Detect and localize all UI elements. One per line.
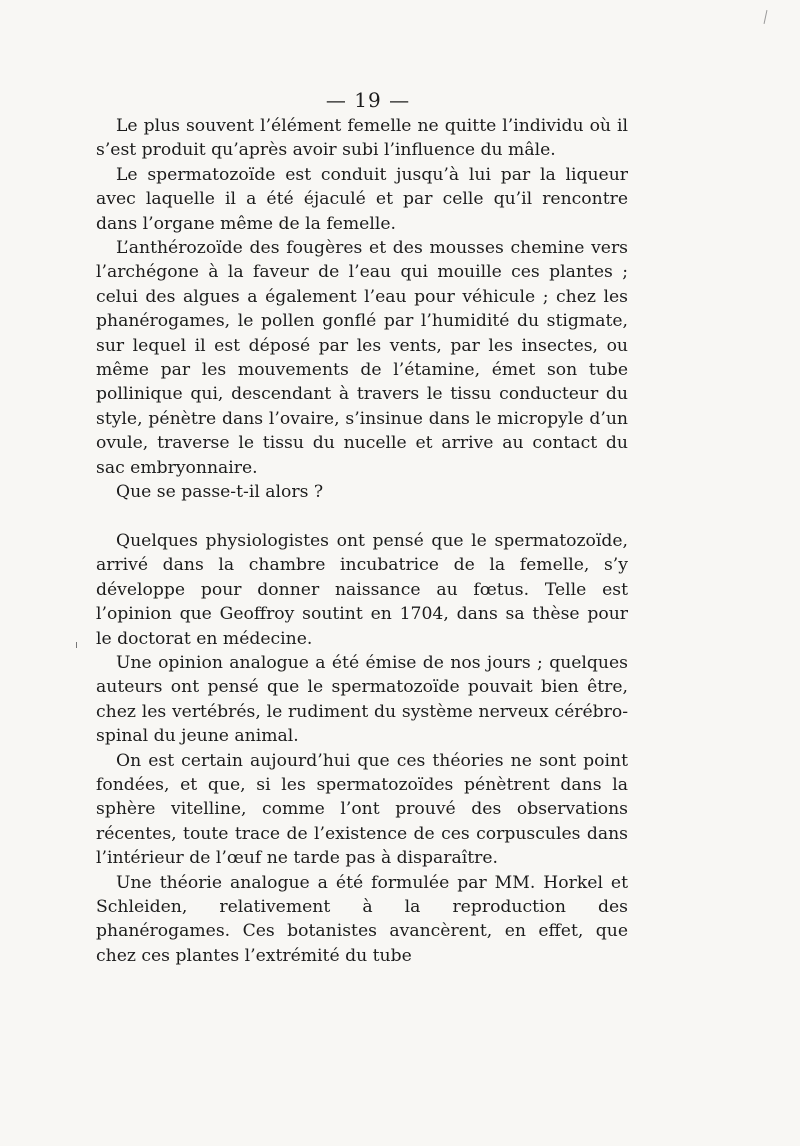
paragraph-6: Une opinion analogue a été émise de nos jours ; quelques auteurs ont pensé que le spermatozoïde pouvait bien être, chez les vertébrés, le rudiment du système nerveux cérébro-spinal du jeune animal. xyxy=(96,652,628,747)
margin-mark xyxy=(76,642,77,648)
body-text xyxy=(96,114,628,968)
paragraph-3: L’anthérozoïde des fougères et des mousses chemine vers l’archégone à la faveur de l’eau qui mouille ces plantes ; celui des algues a également l’eau pour véhicule ; chez les phanérogames, le pollen gonflé par l’humidité du stigmate, sur lequel il est déposé par les vents, par les insectes, ou même par les mouvements de l’étamine, émet son tube pollinique qui, descendant à travers le tissu conducteur du style, pénètre dans l’ovaire, s’insinue dans le micropyle d’un ovule, traverse le tissu du nucelle et arrive au contact du sac embryonnaire. xyxy=(96,238,628,478)
paragraph-7: On est certain aujourd’hui que ces théories ne sont point fondées, et que, si les spermatozoïdes pénètrent dans la sphère vitelline, comme l’ont prouvé des observations récentes, toute trace de l’existence de ces corpuscules dans l’intérieur de l’œuf ne tarde pas à disparaître. xyxy=(96,750,628,869)
corner-mark xyxy=(764,10,768,24)
paragraph-8: Une théorie analogue a été formulée par MM. Horkel et Schleiden, relativement à la reproduction des phanérogames. Ces botanistes avancèrent, en effet, que chez ces plantes l’extrémité du tube xyxy=(96,872,628,966)
page-number: — 19 — xyxy=(325,88,411,112)
paragraph-2: Le spermatozoïde est conduit jusqu’à lui par la liqueur avec laquelle il a été éjaculé et par celle qu’il rencontre dans l’organe même de la femelle. xyxy=(96,164,628,234)
paragraph-1: Le plus souvent l’élément femelle ne quitte l’individu où il s’est produit qu’après avoir subi l’influence du mâle. xyxy=(96,116,628,161)
paragraph-5: Quelques physiologistes ont pensé que le spermatozoïde, arrivé dans la chambre incubatrice de la femelle, s’y développe pour donner naissance au fœtus. Telle est l’opinion que Geoffroy soutint en 1704, dans sa thèse pour le doctorat en médecine. xyxy=(96,530,628,649)
paragraph-4: Que se passe-t-il alors ? xyxy=(116,482,324,503)
